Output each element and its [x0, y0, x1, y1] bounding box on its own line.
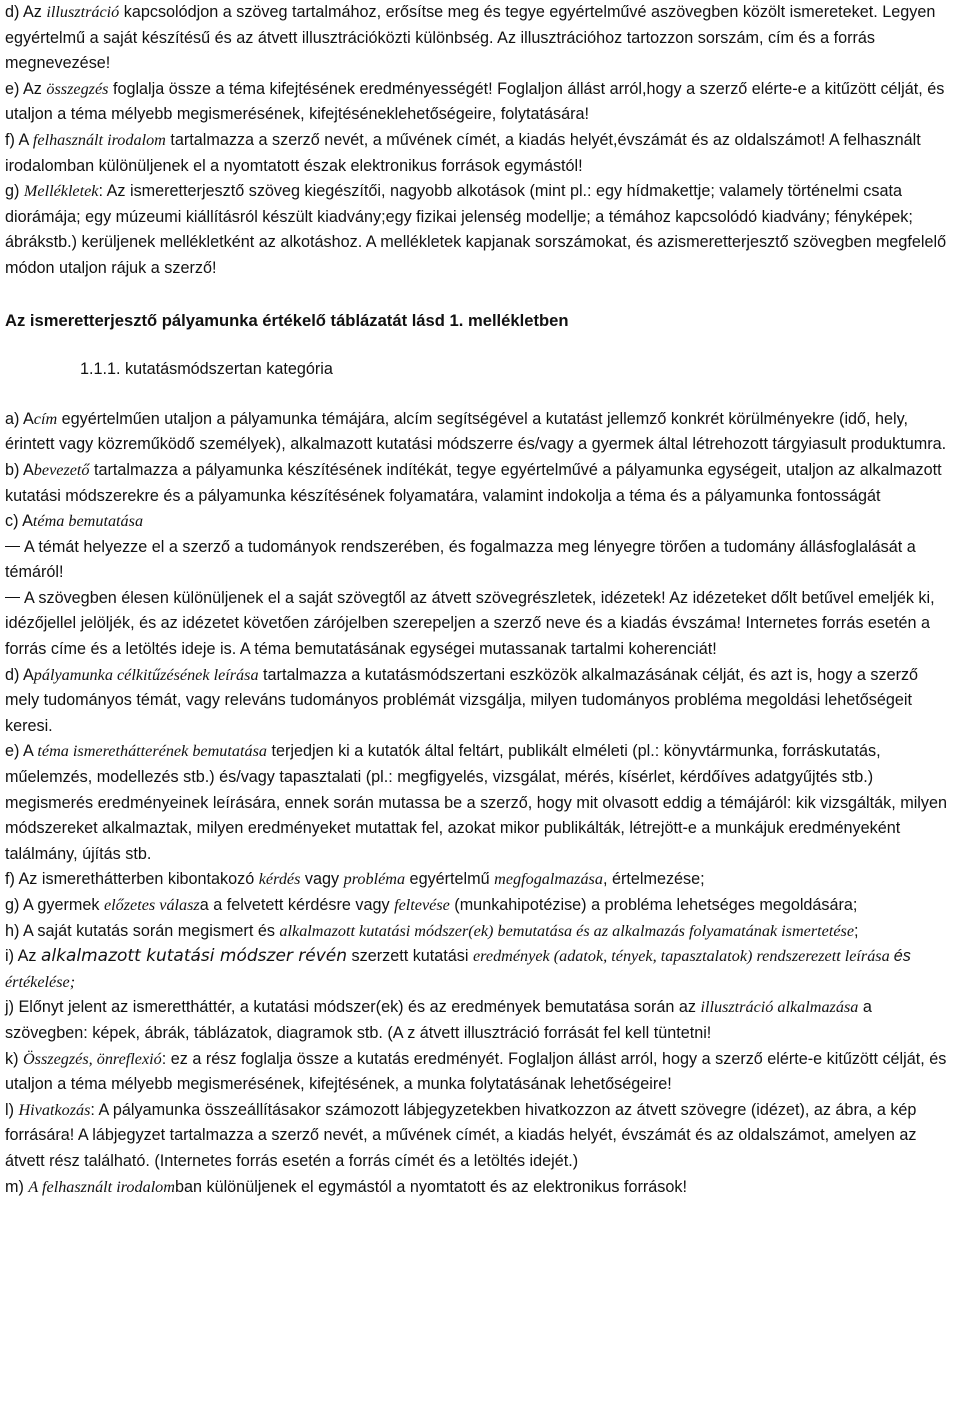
spacer: [5, 282, 954, 308]
text: szerzett kutatási: [347, 947, 473, 966]
text: ;: [854, 921, 859, 940]
subsection-heading: 1.1.1. kutatásmódszertan kategória: [80, 360, 333, 379]
paragraph-illustration-use: [5, 995, 954, 1046]
italic-term: megfogalmazása: [494, 870, 603, 889]
text: j) Előnyt jelent az ismerettháttér, a kutatási módszer(ek) és az eredmények bemutatása során az: [5, 998, 701, 1017]
text: m): [5, 1177, 29, 1196]
italic-term: Mellékletek: [23, 182, 99, 201]
text: tartalmazza a pályamunka készítésének indítékát, tegye egyértelművé a pályamunka egységeit, utaljon az alkalmazott kutatási módszerekre és a pályamunka készítésének folyamatára, valamint indokolja a téma és a pályamunka fontosságát: [5, 460, 942, 505]
italic-term: feltevése: [394, 896, 450, 914]
text: , értelmezése;: [602, 870, 705, 889]
italic-term: és: [893, 947, 911, 966]
italic-term: értékelése;: [5, 972, 76, 991]
text: i) Az: [5, 947, 41, 966]
italic-term: téma bemutatása: [32, 512, 144, 531]
text: b) A: [5, 460, 34, 479]
bullet-text: A szövegben élesen különüljenek el a saját szövegtől az átvett szövegrészletek, idézetek! Az idézeteket dőlt betűvel emeljék ki, idézőjellel jelöljék, és az idézetet követően zárójelben szerepeljen a szerző neve és a kiadás évszáma! Internetes forrás esetén a forrás címe és a letöltés ideje is. A téma bemutatásának egységei mutassanak tartalmi koherenciát!: [5, 588, 935, 659]
italic-term: pályamunka célkitűzésének leírása: [33, 665, 259, 684]
italic-term: kérdés: [258, 870, 301, 889]
text: h) A saját kutatás során megismert és: [5, 921, 280, 940]
paragraph-attachments: [5, 179, 954, 281]
italic-term: cím: [33, 409, 58, 428]
section-heading: Az ismeretterjesztő pályamunka értékelő táblázatát lásd 1. mellékletben: [5, 310, 569, 330]
paragraph-self-reflection: [5, 1047, 954, 1098]
text: f) Az ismerethátterben kibontakozó: [5, 870, 259, 889]
text: e) Az: [5, 79, 47, 98]
dash-bullet-icon: [5, 546, 20, 547]
italic-term: eredmények (adatok, tények, tapasztalatok) rendszerezett leírása: [473, 947, 894, 966]
bullet-text: A témát helyezze el a szerző a tudományok rendszerében, és fogalmazza meg lényegre törően a tudomány állásfoglalását a témáról!: [5, 537, 916, 582]
paragraph-summary: [5, 77, 954, 128]
text: : Az ismeretterjesztő szöveg kiegészítői, nagyobb alkotások (mint pl.: egy hídmakettje; valamely történelmi csata diorámája; egy múzeumi kiállításról készült kiadvány;egy fizikai jelenség modellje; a témához kapcsolódó kiadvány; fényképek; ábrákstb.) kerüljenek mellékletként az alkotáshoz. A mellékletek kapjanak sorszámokat, és azismeretterjesztő szövegben megfelelő módon utaljon rájuk a szerző!: [5, 182, 947, 277]
italic-term: téma ismerethátterének bemutatása: [37, 742, 267, 761]
method-term: alkalmazott kutatási módszer révén: [40, 946, 348, 967]
paragraph-objective: [5, 663, 954, 740]
text: l): [5, 1100, 19, 1119]
text: k): [5, 1049, 23, 1068]
paragraph-question: [5, 867, 954, 893]
italic-term: probléma: [343, 870, 406, 889]
text: kapcsolódjon a szöveg tartalmához, erősítse meg és tegye egyértelművé aszövegben közölt ismereteket. Legyen egyértelmű a saját készítésű és az átvett illusztrációközti különbség. Az illusztrációhoz tartozzon sorszám, cím és a forrás megnevezése!: [5, 3, 936, 73]
text: egyértelmű: [405, 870, 495, 889]
text: (munkahipotézise) a probléma lehetséges megoldására;: [449, 896, 858, 914]
text: c) A: [5, 512, 33, 531]
text: ban különüljenek el egymástól a nyomtatott és az elektronikus források!: [174, 1177, 687, 1196]
text: terjedjen ki a kutatók által feltárt, publikált elméleti (pl.: könyvtármunka, forráskutatás, műelemzés, modellezés stb.) és/vagy tapasztalati (pl.: megfigyelés, vizsgálat, mérés, kísérlet, kérdőíves adatgyűjtés stb.) megismerés eredményeinek leírására, ennek során mutassa be a szerző, hogy mit olvasott eddig a témájáról: kik vizsgálták, milyen módszereket alkalmaztak, milyen eredményeket mutattak fel, azokat mikor publikálták, létrejött-e a munkájuk eredményeként találmány, újítás stb.: [5, 742, 948, 863]
text: g) A gyermek: [5, 896, 104, 914]
paragraph-background: [5, 739, 954, 867]
paragraph-references: [5, 1098, 954, 1175]
text: vagy: [300, 870, 344, 889]
italic-term: Összegzés, önreflexió: [22, 1049, 162, 1068]
text: g): [5, 182, 24, 201]
paragraph-title: [5, 407, 954, 458]
text: e) A: [5, 742, 38, 761]
paragraph-hypothesis: [5, 893, 954, 919]
paragraph-bibliography: [5, 1175, 954, 1201]
text: egyértelműen utaljon a pályamunka témájára, alcím segítségével a kutatást jellemző konkrét körülményekre (idő, hely, érintett vagy közreműködő személyek), alkalmazott kutatási módszerre és/vagy a gyermek által létrehozott tárgyiasult produktumra.: [5, 409, 947, 454]
italic-term: felhasznált irodalom: [32, 130, 166, 149]
text: : A pályamunka összeállításakor számozott lábjegyzetekben hivatkozzon az átvett szövegre (idézet), az ábra, a kép forrására! A lábjegyzet tartalmazza a szerző nevét, a művének címét, a kiadás helyét, évszámát és az oldalszámot, amelyen az átvett rész található. (Internetes forrás esetén a forrás címét és a letöltés idejét.): [5, 1100, 917, 1170]
paragraph-literature: [5, 128, 954, 179]
text: a) A: [5, 409, 34, 428]
text: tartalmazza a kutatásmódszertani eszközök alkalmazásának célját, és azt is, hogy a szerző mely tudományos témát, vagy releváns tudományos problémát vizsgálja, milyen tudományos probléma megoldási lehetőségeit keresi.: [5, 665, 919, 735]
paragraph-illustration: [5, 0, 954, 77]
text: a a felvetett kérdésre vagy: [199, 896, 395, 914]
italic-term: bevezető: [33, 460, 90, 479]
italic-term: előzetes válasz: [103, 896, 200, 914]
paragraph-introduction: [5, 458, 954, 509]
text: a szövegben: képek, ábrák, táblázatok, diagramok stb. (A z átvett illusztráció forrását fel kell tüntetni!: [5, 998, 872, 1042]
spacer: [5, 333, 954, 357]
text: foglalja össze a téma kifejtésének eredményességét! Foglaljon állást arról,hogy a szerző elérte-e a kitűzött célját, és utaljon a téma mélyebb megismerésének, kifejtéséneklehetőségeire, folytatására!: [5, 79, 945, 124]
spacer: [5, 383, 954, 407]
paragraph-results: [5, 944, 954, 995]
text: : ez a rész foglalja össze a kutatás eredményét. Foglaljon állást arról, hogy a szerző elérte-e kitűzött célját, és utaljon a téma mélyebb megismerésének, kifejtésének, a munka folytatásának lehetőségeire!: [5, 1049, 947, 1094]
italic-term: illusztráció: [46, 3, 120, 21]
italic-term: összegzés: [46, 79, 109, 98]
text: d) A: [5, 665, 34, 684]
text: d) Az: [5, 3, 47, 21]
text: f) A: [5, 130, 33, 149]
bullet-item: [5, 586, 954, 663]
dash-bullet-icon: [5, 597, 20, 598]
paragraph-topic-presentation: [5, 509, 954, 535]
bullet-item: [5, 535, 954, 586]
paragraph-method: [5, 919, 954, 945]
italic-term: illusztráció alkalmazása: [700, 998, 859, 1017]
italic-term: Hivatkozás: [18, 1100, 91, 1119]
italic-term: alkalmazott kutatási módszer(ek) bemutatása és az alkalmazás folyamatának ismertetése: [279, 921, 854, 940]
text: tartalmazza a szerző nevét, a művének címét, a kiadás helyét,évszámát és az oldalszámot! A felhasznált irodalomban különüljenek el a nyomtatott észak elektronikus források egymástól!: [5, 130, 921, 175]
italic-term: A felhasznált irodalom: [28, 1177, 175, 1196]
